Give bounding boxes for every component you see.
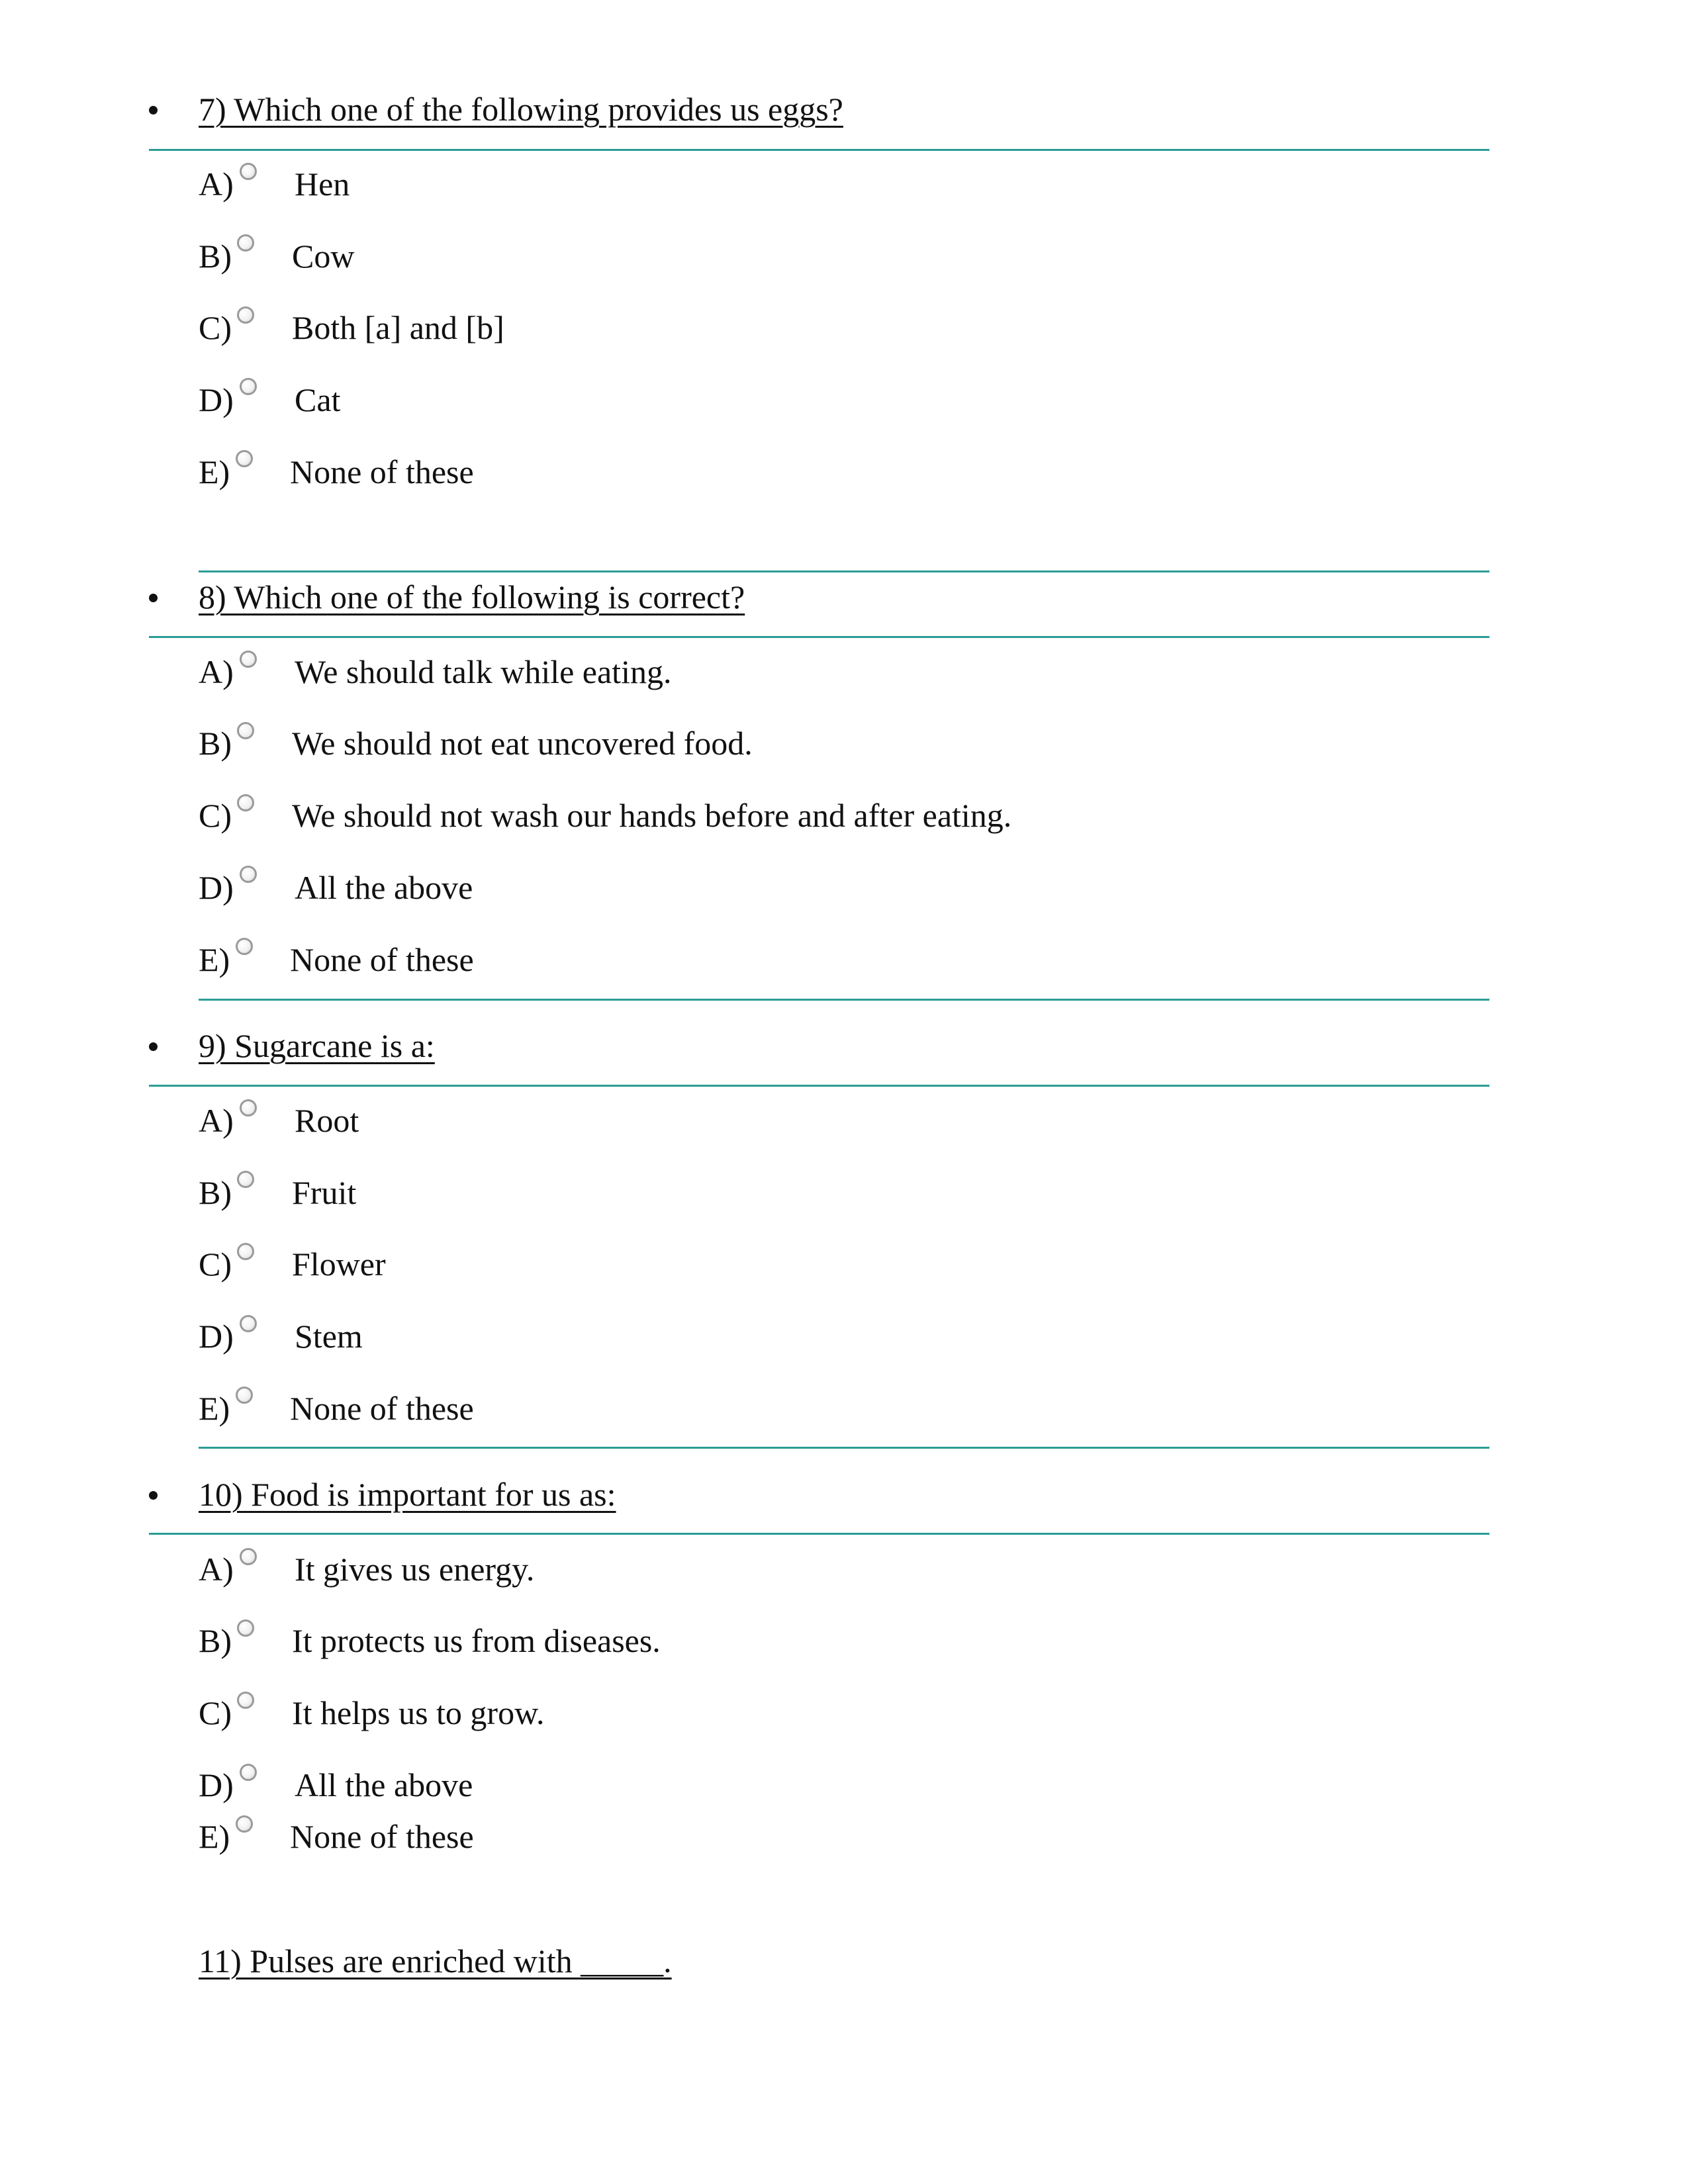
radio-button-q9-e[interactable] (236, 1387, 253, 1404)
divider (199, 1447, 1489, 1449)
option-text: None of these (290, 941, 474, 978)
divider (149, 636, 1489, 638)
option-text: All the above (295, 1766, 473, 1803)
option-text: Flower (292, 1246, 386, 1283)
radio-button-q8-a[interactable] (240, 651, 257, 668)
question-7-text: 7) Which one of the following provides us eggs? (199, 91, 843, 128)
option-text: Fruit (292, 1174, 357, 1211)
option-letter: B) (199, 725, 232, 762)
option-text: None of these (290, 1390, 474, 1427)
radio-button-q10-c[interactable] (237, 1692, 254, 1709)
radio-button-q10-d[interactable] (240, 1764, 257, 1781)
option-text: Cow (292, 238, 355, 275)
divider (199, 570, 1489, 572)
radio-button-q8-d[interactable] (240, 866, 257, 883)
radio-button-q8-c[interactable] (237, 794, 254, 811)
question-10-text: 10) Food is important for us as: (199, 1476, 616, 1513)
option-letter: C) (199, 309, 232, 346)
option-letter: B) (199, 1174, 232, 1211)
option-letter: A) (199, 653, 234, 690)
option-letter: E) (199, 1390, 230, 1427)
option-letter: B) (199, 1622, 232, 1659)
divider (199, 999, 1489, 1001)
radio-button-q8-b[interactable] (237, 722, 254, 739)
option-letter: C) (199, 797, 232, 834)
radio-button-q7-a[interactable] (240, 163, 257, 180)
option-text: Cat (295, 381, 341, 418)
option-letter: A) (199, 1551, 234, 1588)
divider (149, 1085, 1489, 1087)
option-letter: A) (199, 165, 234, 203)
radio-button-q10-e[interactable] (236, 1815, 253, 1833)
option-letter: E) (199, 1818, 230, 1855)
radio-button-q7-c[interactable] (237, 306, 254, 324)
bullet-icon (149, 594, 158, 602)
option-letter: D) (199, 1766, 234, 1803)
bullet-icon (149, 1042, 158, 1051)
option-text: It helps us to grow. (292, 1694, 545, 1731)
bullet-icon (149, 1491, 158, 1500)
option-letter: D) (199, 1318, 234, 1355)
option-text: We should not wash our hands before and after eating. (292, 797, 1012, 834)
question-11-text: 11) Pulses are enriched with _____. (199, 1942, 672, 1979)
radio-button-q9-d[interactable] (240, 1315, 257, 1332)
option-letter: B) (199, 238, 232, 275)
radio-button-q9-c[interactable] (237, 1243, 254, 1260)
radio-button-q10-b[interactable] (237, 1619, 254, 1637)
radio-button-q8-e[interactable] (236, 938, 253, 955)
option-text: None of these (290, 1818, 474, 1855)
radio-button-q7-d[interactable] (240, 378, 257, 395)
option-letter: D) (199, 381, 234, 418)
option-text: Hen (295, 165, 350, 203)
option-text: We should not eat uncovered food. (292, 725, 753, 762)
radio-button-q10-a[interactable] (240, 1548, 257, 1565)
option-text: It gives us energy. (295, 1551, 535, 1588)
radio-button-q9-b[interactable] (237, 1171, 254, 1188)
option-text: None of these (290, 453, 474, 490)
question-8-text: 8) Which one of the following is correct? (199, 578, 745, 615)
bullet-icon (149, 106, 158, 114)
radio-button-q7-e[interactable] (236, 450, 253, 467)
option-letter: C) (199, 1694, 232, 1731)
question-9-text: 9) Sugarcane is a: (199, 1027, 435, 1064)
option-letter: A) (199, 1102, 234, 1139)
option-text: All the above (295, 869, 473, 906)
option-letter: D) (199, 869, 234, 906)
divider (149, 1533, 1489, 1535)
option-letter: E) (199, 941, 230, 978)
option-letter: E) (199, 453, 230, 490)
radio-button-q7-b[interactable] (237, 234, 254, 251)
option-text: We should talk while eating. (295, 653, 672, 690)
option-text: Stem (295, 1318, 363, 1355)
divider (149, 149, 1489, 151)
option-letter: C) (199, 1246, 232, 1283)
option-text: Both [a] and [b] (292, 309, 504, 346)
option-text: It protects us from diseases. (292, 1622, 661, 1659)
radio-button-q9-a[interactable] (240, 1099, 257, 1116)
option-text: Root (295, 1102, 359, 1139)
